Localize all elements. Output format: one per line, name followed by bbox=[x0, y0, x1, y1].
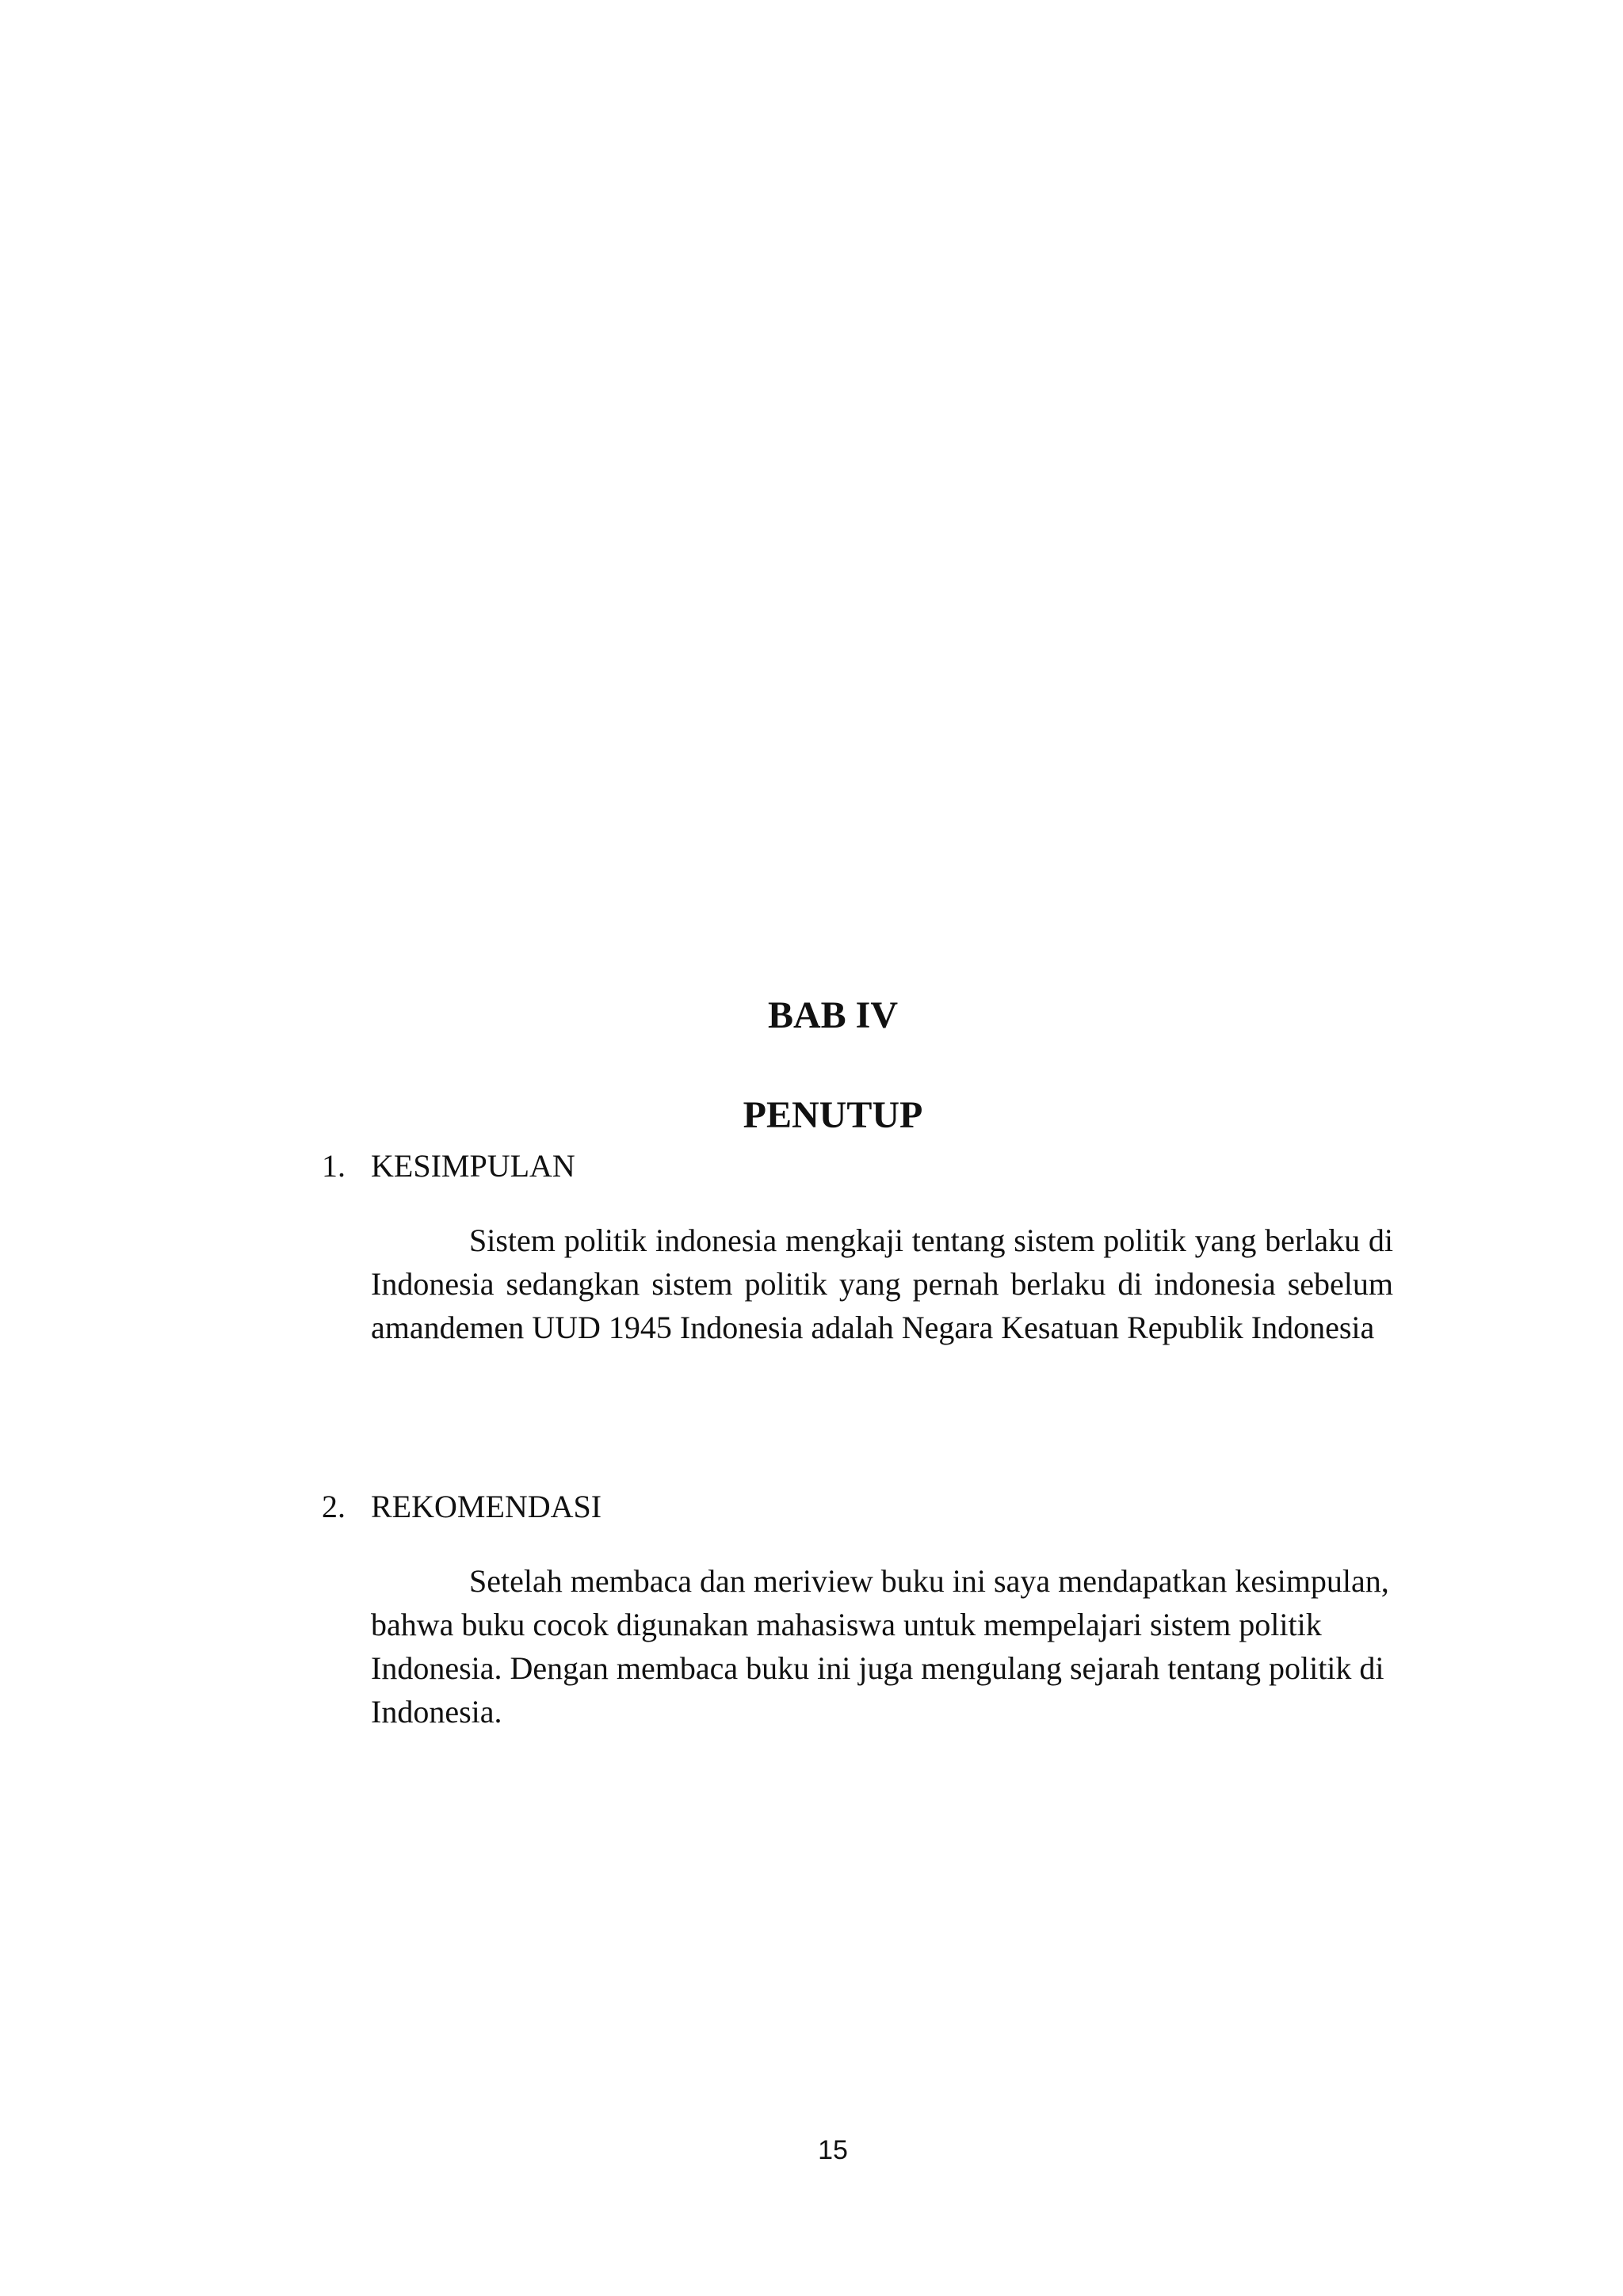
section-number: 1. bbox=[322, 1148, 346, 1184]
section-heading-kesimpulan bbox=[322, 1146, 575, 1187]
chapter-number: BAB IV bbox=[767, 994, 899, 1036]
section-heading-rekomendasi bbox=[322, 1486, 601, 1527]
section-heading-label: KESIMPULAN bbox=[371, 1148, 575, 1184]
section-number: 2. bbox=[322, 1489, 346, 1524]
page-number: 15 bbox=[818, 2135, 848, 2165]
paragraph-kesimpulan: Sistem politik indonesia mengkaji tentang sistem politik yang berlaku di Indonesia sedangkan sistem politik yang pernah berlaku di indonesia sebelum amandemen UUD 1945 Indonesia adalah Negara Kesatuan Republik Indonesia bbox=[371, 1222, 1393, 1345]
chapter-title: PENUTUP bbox=[743, 1094, 923, 1136]
paragraph-rekomendasi: Setelah membaca dan meriview buku ini saya mendapatkan kesimpulan, bahwa buku cocok digunakan mahasiswa untuk mempelajari sistem politik Indonesia. Dengan membaca buku ini juga mengulang sejarah tentang politik di Indonesia. bbox=[371, 1563, 1389, 1730]
section-heading-label: REKOMENDASI bbox=[371, 1489, 602, 1524]
